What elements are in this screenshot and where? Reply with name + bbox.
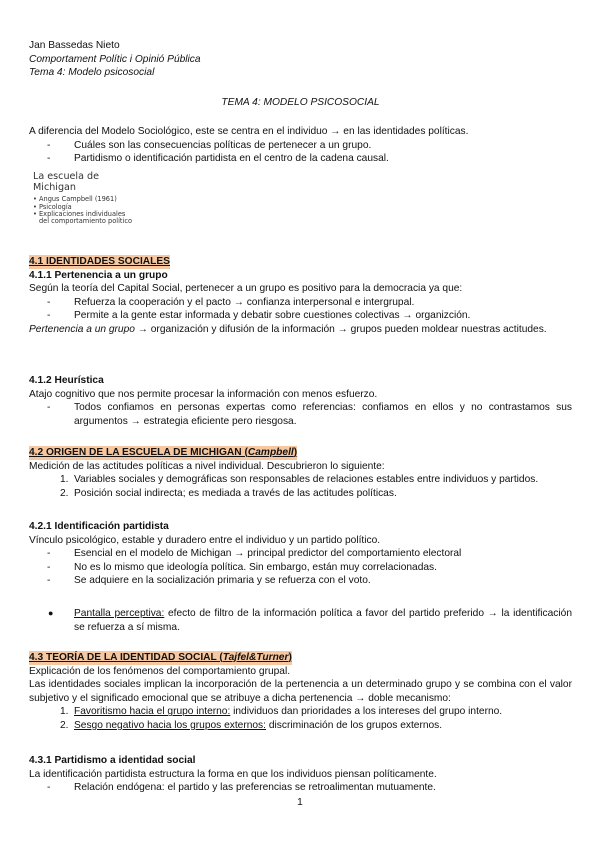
page-title: TEMA 4: MODELO PSICOSOCIAL (221, 97, 380, 108)
paragraph: Las identidades sociales implican la incorporación de la pertenencia a un determinado grupo y se combina con el valor subjetivo y el significado emocional que se atribuye a dicha pertenencia → doble mecanismo: (29, 679, 572, 704)
intro-section (29, 125, 572, 166)
paragraph: Medición de las actitudes políticas a nivel individual. Descubrieron lo siguiente: (29, 460, 385, 472)
perceptual-screen-note (29, 607, 572, 634)
section-4-2 (29, 446, 572, 500)
paragraph: Explicación de los fenómenos del comportamiento grupal. (29, 665, 291, 677)
numbered-item: 2. Sesgo negativo hacia los grupos externos: discriminación de los grupos externos. (60, 719, 443, 731)
paragraph: Según la teoría del Capital Social, pertenecer a un grupo es positivo para la democracia ya que: (29, 283, 463, 295)
intro-text: A diferencia del Modelo Sociológico, este se centra en el individuo → en las identidades políticas. (29, 126, 469, 137)
michigan-slide-image (33, 172, 132, 226)
figure-item: • Explicaciones individuales (33, 210, 126, 218)
list-item: - Se adquiere en la socialización primaria y se refuerza con el voto. (47, 575, 371, 587)
subsection-heading: 4.3.1 Partidismo a identidad social (29, 755, 196, 766)
figure-item: • Psicología (33, 202, 72, 211)
subsection-4-2-1 (29, 520, 572, 588)
list-item: - Refuerza la cooperación y el pacto → confianza interpersonal e intergrupal. (47, 296, 415, 308)
author-name: Jan Bassedas Nieto (29, 40, 120, 51)
subsection-4-1-2 (29, 374, 572, 428)
paragraph: Atajo cognitivo que nos permite procesar la información con menos esfuerzo. (29, 388, 378, 400)
section-heading: 4.3 TEORÍA DE LA IDENTIDAD SOCIAL (Tajfel&Turner) (29, 652, 292, 663)
course-name: Comportament Polític i Opinió Pública (29, 53, 201, 65)
subsection-heading: 4.1.2 Heurística (29, 375, 104, 386)
subsection-heading: 4.1.1 Pertenencia a un grupo (29, 269, 168, 281)
list-item: - Esencial en el modelo de Michigan → principal predictor del comportamiento electoral (47, 548, 462, 560)
bullet-item: ● Pantalla perceptiva: efecto de filtro de la información política a favor del partido preferido → la identificación se refuerza a sí misma. (48, 608, 572, 633)
numbered-item: 2. Posición social indirecta; es mediada a través de las actitudes políticas. (60, 487, 397, 499)
document-header (29, 39, 572, 80)
section-4-1 (29, 255, 572, 337)
list-item: - Partidismo o identificación partidista en el centro de la cadena causal. (47, 153, 389, 165)
paragraph: Pertenencia a un grupo → organización y difusión de la información → grupos pueden moldear nuestras actitudes. (29, 323, 547, 335)
figure-item: • Angus Campbell (1961) (33, 195, 117, 204)
page-number: 1 (297, 797, 303, 808)
section-heading: 4.1 IDENTIDADES SOCIALES (29, 256, 170, 267)
list-item: - Relación endógena: el partido y las preferencias se retroalimentan mutuamente. (47, 782, 436, 794)
subsection-heading: 4.2.1 Identificación partidista (29, 521, 169, 532)
paragraph: Vínculo psicológico, estable y duradero entre el individuo y un partido político. (29, 534, 381, 546)
section-heading: 4.2 ORIGEN DE LA ESCUELA DE MICHIGAN (Campbell) (29, 447, 298, 458)
list-item: - No es lo mismo que ideología política. Sin embargo, están muy correlacionadas. (47, 561, 437, 573)
list-item: - Todos confiamos en personas expertas como referencias: confiamos en ellos y no contrastamos sus argumentos → estrategia eficiente pero riesgosa. (47, 402, 572, 427)
list-item: - Permite a la gente estar informada y debatir sobre cuestiones colectivas → organizción. (47, 310, 471, 322)
paragraph: La identificación partidista estructura la forma en que los individuos piensan políticamente. (29, 768, 437, 780)
figure-title: La escuela de (33, 171, 100, 182)
subsection-4-3-1 (29, 754, 572, 795)
numbered-item: 1. Variables sociales y demográficas son responsables de relaciones estables entre individuos y partidos. (60, 474, 539, 486)
topic-name: Tema 4: Modelo psicosocial (29, 67, 155, 79)
figure-item: del comportamiento político (39, 217, 132, 226)
figure-title-2: Michigan (33, 181, 77, 193)
list-item: - Cuáles son las consecuencias políticas de pertenecer a un grupo. (47, 139, 372, 151)
numbered-item: 1. Favoritismo hacia el grupo interno: individuos dan prioridades a los intereses del grupo interno. (60, 706, 503, 718)
section-4-3 (29, 651, 572, 733)
